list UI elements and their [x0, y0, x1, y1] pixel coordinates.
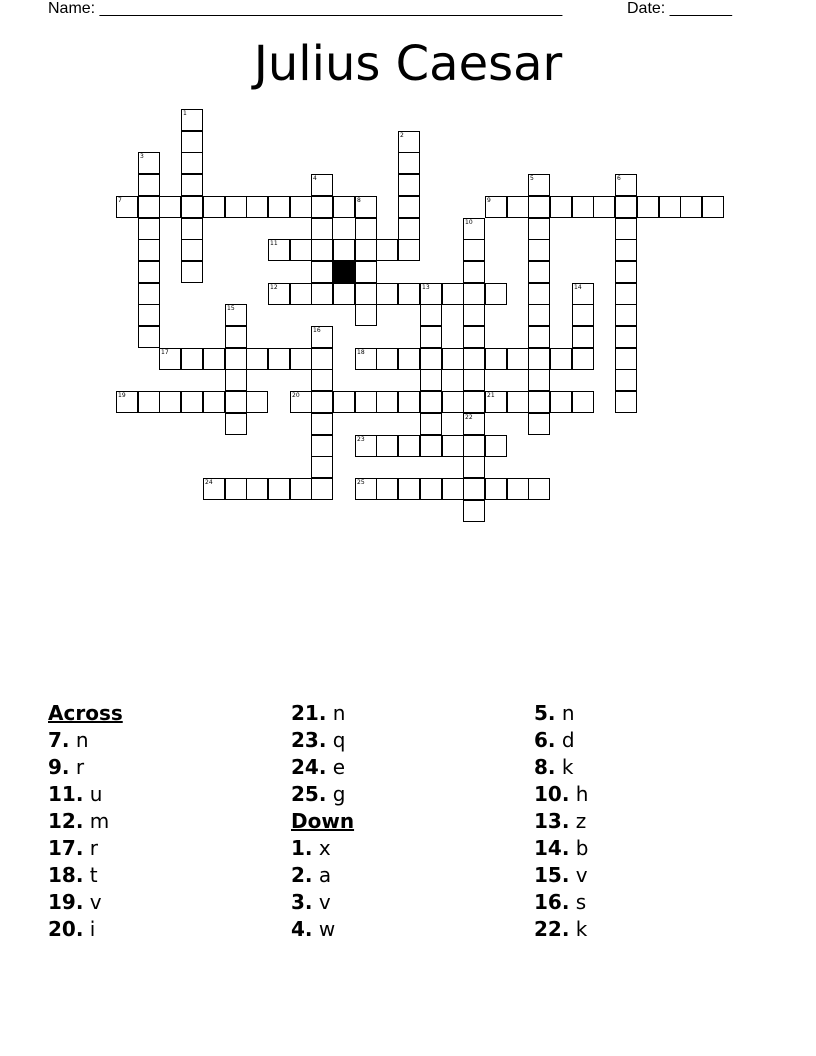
clue-item — [48, 835, 278, 862]
clue-number: 21. — [291, 701, 327, 725]
grid-cell[interactable] — [138, 391, 160, 413]
across-heading: Across — [48, 701, 123, 725]
grid-cell[interactable] — [355, 478, 377, 500]
clue-number: 3. — [291, 890, 313, 914]
name-field-label: Name: ____________________________________________________ — [48, 0, 563, 17]
grid-cell[interactable] — [420, 304, 442, 326]
clue-item — [291, 727, 521, 754]
grid-cell[interactable] — [528, 196, 550, 218]
grid-cell[interactable] — [528, 326, 550, 348]
clue-item — [48, 781, 278, 808]
clue-number: 24. — [291, 755, 327, 779]
grid-cell[interactable] — [355, 196, 377, 218]
grid-cell[interactable] — [355, 218, 377, 240]
date-field-label: Date: _______ — [627, 0, 732, 17]
grid-cell[interactable] — [181, 391, 203, 413]
clue-text: h — [575, 782, 589, 806]
grid-cell[interactable] — [463, 239, 485, 261]
clue-item — [48, 727, 278, 754]
grid-cell[interactable] — [376, 348, 398, 370]
grid-cell[interactable] — [181, 218, 203, 240]
grid-cell[interactable] — [138, 196, 160, 218]
grid-cell[interactable] — [550, 196, 572, 218]
grid-cell[interactable] — [355, 391, 377, 413]
clue-text: x — [318, 836, 331, 860]
grid-cell[interactable] — [116, 391, 138, 413]
clue-number-label: 1 — [183, 110, 187, 117]
grid-cell[interactable] — [355, 348, 377, 370]
grid-cell[interactable] — [463, 348, 485, 370]
grid-cell[interactable] — [528, 348, 550, 370]
grid-cell[interactable] — [463, 500, 485, 522]
down-heading: Down — [291, 809, 355, 833]
clue-text: n — [332, 701, 346, 725]
grid-cell[interactable] — [355, 283, 377, 305]
clue-number-label: 4 — [313, 175, 317, 182]
grid-cell[interactable] — [246, 196, 268, 218]
grid-cell[interactable] — [680, 196, 702, 218]
clue-number: 17. — [48, 836, 84, 860]
grid-cell[interactable] — [225, 413, 247, 435]
clue-item — [291, 835, 521, 862]
clue-number-label: 23 — [357, 436, 365, 443]
grid-cell[interactable] — [333, 283, 355, 305]
grid-cell[interactable] — [420, 369, 442, 391]
clue-item — [534, 916, 764, 943]
grid-cell[interactable] — [376, 478, 398, 500]
clue-number: 18. — [48, 863, 84, 887]
grid-cell[interactable] — [398, 218, 420, 240]
clue-number: 20. — [48, 917, 84, 941]
clue-number-label: 10 — [465, 219, 473, 226]
grid-cell[interactable] — [528, 304, 550, 326]
grid-cell[interactable] — [528, 239, 550, 261]
grid-cell[interactable] — [138, 239, 160, 261]
grid-cell[interactable] — [420, 478, 442, 500]
grid-cell[interactable] — [528, 218, 550, 240]
grid-cell[interactable] — [463, 391, 485, 413]
grid-cell[interactable] — [355, 435, 377, 457]
clue-text: v — [575, 863, 588, 887]
clue-text: k — [575, 917, 588, 941]
grid-cell[interactable] — [528, 391, 550, 413]
grid-cell[interactable] — [311, 196, 333, 218]
grid-cell[interactable] — [442, 391, 464, 413]
grid-cell[interactable] — [355, 261, 377, 283]
grid-cell[interactable] — [485, 435, 507, 457]
grid-cell[interactable] — [528, 478, 550, 500]
grid-cell[interactable] — [268, 348, 290, 370]
clue-number-label: 2 — [400, 132, 404, 139]
grid-cell[interactable] — [615, 391, 637, 413]
clue-number-label: 25 — [357, 479, 365, 486]
grid-cell[interactable] — [376, 435, 398, 457]
grid-cell[interactable] — [290, 478, 312, 500]
grid-cell[interactable] — [615, 348, 637, 370]
clue-item — [534, 808, 764, 835]
grid-cell[interactable] — [485, 478, 507, 500]
clue-item — [291, 754, 521, 781]
grid-cell[interactable] — [159, 348, 181, 370]
clue-text: m — [89, 809, 110, 833]
clue-number-label: 19 — [118, 392, 126, 399]
clue-number-label: 24 — [205, 479, 213, 486]
grid-cell[interactable] — [376, 283, 398, 305]
clue-number-label: 14 — [574, 284, 582, 291]
grid-cell[interactable] — [290, 239, 312, 261]
clue-number-label: 7 — [118, 197, 122, 204]
clue-number: 10. — [534, 782, 570, 806]
clue-column-1 — [48, 700, 278, 943]
clue-text: g — [332, 782, 346, 806]
grid-cell[interactable] — [268, 239, 290, 261]
grid-cell[interactable] — [398, 239, 420, 261]
grid-cell[interactable] — [290, 196, 312, 218]
grid-cell[interactable] — [355, 304, 377, 326]
grid-cell[interactable] — [311, 239, 333, 261]
grid-cell[interactable] — [615, 304, 637, 326]
clue-number: 7. — [48, 728, 70, 752]
grid-cell[interactable] — [290, 348, 312, 370]
clue-text: n — [75, 728, 89, 752]
clue-item — [534, 754, 764, 781]
clue-text: v — [89, 890, 102, 914]
clue-item — [291, 862, 521, 889]
grid-cell[interactable] — [463, 413, 485, 435]
grid-cell[interactable] — [181, 152, 203, 174]
grid-block — [333, 261, 355, 283]
clue-number: 22. — [534, 917, 570, 941]
grid-cell[interactable] — [615, 196, 637, 218]
grid-cell[interactable] — [268, 478, 290, 500]
grid-cell[interactable] — [463, 283, 485, 305]
clue-text: i — [89, 917, 96, 941]
clue-number: 12. — [48, 809, 84, 833]
grid-cell[interactable] — [116, 196, 138, 218]
grid-cell[interactable] — [311, 326, 333, 348]
clue-item — [291, 781, 521, 808]
grid-cell[interactable] — [463, 261, 485, 283]
grid-cell[interactable] — [398, 391, 420, 413]
grid-cell[interactable] — [485, 348, 507, 370]
clue-number-label: 12 — [270, 284, 278, 291]
clue-text: z — [575, 809, 587, 833]
grid-cell[interactable] — [615, 283, 637, 305]
grid-cell[interactable] — [593, 196, 615, 218]
clue-number-label: 11 — [270, 240, 278, 247]
clue-item — [534, 889, 764, 916]
grid-cell[interactable] — [398, 348, 420, 370]
grid-cell[interactable] — [311, 391, 333, 413]
clue-text: r — [89, 836, 99, 860]
grid-cell[interactable] — [225, 478, 247, 500]
grid-cell[interactable] — [246, 348, 268, 370]
grid-cell[interactable] — [485, 283, 507, 305]
grid-cell[interactable] — [225, 391, 247, 413]
clue-item — [534, 835, 764, 862]
grid-cell[interactable] — [333, 239, 355, 261]
grid-cell[interactable] — [420, 326, 442, 348]
grid-cell[interactable] — [225, 326, 247, 348]
grid-cell[interactable] — [159, 391, 181, 413]
clue-text: s — [575, 890, 587, 914]
grid-cell[interactable] — [463, 435, 485, 457]
grid-cell[interactable] — [268, 283, 290, 305]
grid-cell[interactable] — [463, 326, 485, 348]
clue-number-label: 18 — [357, 349, 365, 356]
clue-item — [48, 862, 278, 889]
grid-cell[interactable] — [463, 304, 485, 326]
grid-cell[interactable] — [398, 174, 420, 196]
grid-cell[interactable] — [420, 413, 442, 435]
grid-cell[interactable] — [138, 174, 160, 196]
grid-cell[interactable] — [333, 391, 355, 413]
grid-cell[interactable] — [225, 304, 247, 326]
grid-cell[interactable] — [507, 478, 529, 500]
grid-cell[interactable] — [225, 348, 247, 370]
clue-item — [534, 700, 764, 727]
clue-number-label: 13 — [422, 284, 430, 291]
clue-text: q — [332, 728, 346, 752]
clue-number-label: 21 — [487, 392, 495, 399]
grid-cell[interactable] — [398, 196, 420, 218]
clue-text: k — [561, 755, 574, 779]
grid-cell[interactable] — [442, 348, 464, 370]
grid-cell[interactable] — [572, 391, 594, 413]
clue-number: 14. — [534, 836, 570, 860]
clue-text: e — [332, 755, 346, 779]
clue-text: a — [318, 863, 332, 887]
grid-cell[interactable] — [528, 413, 550, 435]
grid-cell[interactable] — [159, 196, 181, 218]
grid-cell[interactable] — [181, 348, 203, 370]
grid-cell[interactable] — [463, 456, 485, 478]
grid-cell[interactable] — [485, 391, 507, 413]
clue-number: 8. — [534, 755, 556, 779]
clue-item — [48, 754, 278, 781]
clue-number: 23. — [291, 728, 327, 752]
grid-cell[interactable] — [398, 152, 420, 174]
grid-cell[interactable] — [572, 326, 594, 348]
grid-cell[interactable] — [225, 196, 247, 218]
clue-item — [534, 727, 764, 754]
grid-cell[interactable] — [203, 478, 225, 500]
clue-text: u — [89, 782, 103, 806]
grid-cell[interactable] — [246, 478, 268, 500]
clue-text: r — [75, 755, 85, 779]
clue-number: 2. — [291, 863, 313, 887]
grid-cell[interactable] — [355, 239, 377, 261]
grid-cell[interactable] — [528, 174, 550, 196]
grid-cell[interactable] — [311, 369, 333, 391]
clue-number-label: 17 — [161, 349, 169, 356]
grid-cell[interactable] — [572, 304, 594, 326]
grid-cell[interactable] — [181, 131, 203, 153]
grid-cell[interactable] — [442, 435, 464, 457]
grid-cell[interactable] — [246, 391, 268, 413]
grid-cell[interactable] — [203, 391, 225, 413]
grid-cell[interactable] — [528, 369, 550, 391]
grid-cell[interactable] — [420, 348, 442, 370]
grid-cell[interactable] — [528, 283, 550, 305]
grid-cell[interactable] — [420, 435, 442, 457]
grid-cell[interactable] — [442, 283, 464, 305]
grid-cell[interactable] — [398, 131, 420, 153]
clue-number-label: 22 — [465, 414, 473, 421]
clue-number-label: 3 — [140, 153, 144, 160]
grid-cell[interactable] — [181, 261, 203, 283]
clue-text: b — [575, 836, 589, 860]
grid-cell[interactable] — [181, 196, 203, 218]
grid-cell[interactable] — [290, 391, 312, 413]
clue-text: v — [318, 890, 331, 914]
grid-cell[interactable] — [463, 369, 485, 391]
grid-cell[interactable] — [485, 196, 507, 218]
clue-number: 15. — [534, 863, 570, 887]
clue-number-label: 20 — [292, 392, 300, 399]
grid-cell[interactable] — [311, 413, 333, 435]
clue-number: 16. — [534, 890, 570, 914]
clue-number: 19. — [48, 890, 84, 914]
grid-cell[interactable] — [659, 196, 681, 218]
grid-cell[interactable] — [572, 348, 594, 370]
grid-cell[interactable] — [181, 109, 203, 131]
grid-cell[interactable] — [311, 456, 333, 478]
grid-cell[interactable] — [181, 239, 203, 261]
grid-cell[interactable] — [203, 196, 225, 218]
grid-cell[interactable] — [311, 174, 333, 196]
clue-item — [534, 781, 764, 808]
clue-item — [48, 808, 278, 835]
clue-item — [48, 916, 278, 943]
grid-cell[interactable] — [311, 348, 333, 370]
grid-cell[interactable] — [333, 196, 355, 218]
grid-cell[interactable] — [420, 391, 442, 413]
clue-number: 4. — [291, 917, 313, 941]
grid-cell[interactable] — [138, 283, 160, 305]
grid-cell[interactable] — [615, 218, 637, 240]
clue-number: 5. — [534, 701, 556, 725]
grid-cell[interactable] — [550, 348, 572, 370]
page-title: Julius Caesar — [253, 36, 563, 92]
grid-cell[interactable] — [138, 261, 160, 283]
clue-number-label: 16 — [313, 327, 321, 334]
clue-text: t — [89, 863, 98, 887]
grid-cell[interactable] — [138, 152, 160, 174]
grid-cell[interactable] — [138, 326, 160, 348]
grid-cell[interactable] — [507, 391, 529, 413]
grid-cell[interactable] — [290, 283, 312, 305]
grid-cell[interactable] — [615, 326, 637, 348]
clue-number-label: 5 — [530, 175, 534, 182]
grid-cell[interactable] — [268, 196, 290, 218]
clue-number: 9. — [48, 755, 70, 779]
grid-cell[interactable] — [311, 218, 333, 240]
grid-cell[interactable] — [203, 348, 225, 370]
clue-item — [534, 862, 764, 889]
clue-text: d — [561, 728, 575, 752]
clue-column-3 — [534, 700, 764, 943]
clue-column-2 — [291, 700, 521, 943]
clue-number: 25. — [291, 782, 327, 806]
grid-cell[interactable] — [637, 196, 659, 218]
grid-cell[interactable] — [507, 348, 529, 370]
grid-cell[interactable] — [463, 218, 485, 240]
grid-cell[interactable] — [311, 261, 333, 283]
grid-cell[interactable] — [528, 261, 550, 283]
grid-cell[interactable] — [702, 196, 724, 218]
clue-number: 1. — [291, 836, 313, 860]
grid-cell[interactable] — [376, 391, 398, 413]
grid-cell[interactable] — [420, 283, 442, 305]
grid-cell[interactable] — [463, 478, 485, 500]
grid-cell[interactable] — [138, 218, 160, 240]
grid-cell[interactable] — [572, 196, 594, 218]
clue-number-label: 6 — [617, 175, 621, 182]
grid-cell[interactable] — [615, 261, 637, 283]
grid-cell[interactable] — [398, 435, 420, 457]
clue-item — [291, 916, 521, 943]
clue-item — [291, 700, 521, 727]
grid-cell[interactable] — [398, 478, 420, 500]
clue-number-label: 8 — [357, 197, 361, 204]
grid-cell[interactable] — [311, 478, 333, 500]
grid-cell[interactable] — [398, 283, 420, 305]
clue-number-label: 15 — [227, 305, 235, 312]
clue-number: 11. — [48, 782, 84, 806]
grid-cell[interactable] — [442, 478, 464, 500]
clue-number: 6. — [534, 728, 556, 752]
clue-number: 13. — [534, 809, 570, 833]
grid-cell[interactable] — [615, 239, 637, 261]
grid-cell[interactable] — [615, 174, 637, 196]
grid-cell[interactable] — [311, 283, 333, 305]
clue-text: n — [561, 701, 575, 725]
grid-cell[interactable] — [572, 283, 594, 305]
grid-cell[interactable] — [376, 239, 398, 261]
grid-cell[interactable] — [138, 304, 160, 326]
clue-number-label: 9 — [487, 197, 491, 204]
clue-text: w — [318, 917, 336, 941]
grid-cell[interactable] — [615, 369, 637, 391]
grid-cell[interactable] — [550, 391, 572, 413]
grid-cell[interactable] — [225, 369, 247, 391]
clue-item — [291, 889, 521, 916]
grid-cell[interactable] — [507, 196, 529, 218]
grid-cell[interactable] — [181, 174, 203, 196]
grid-cell[interactable] — [311, 435, 333, 457]
clue-item — [48, 889, 278, 916]
